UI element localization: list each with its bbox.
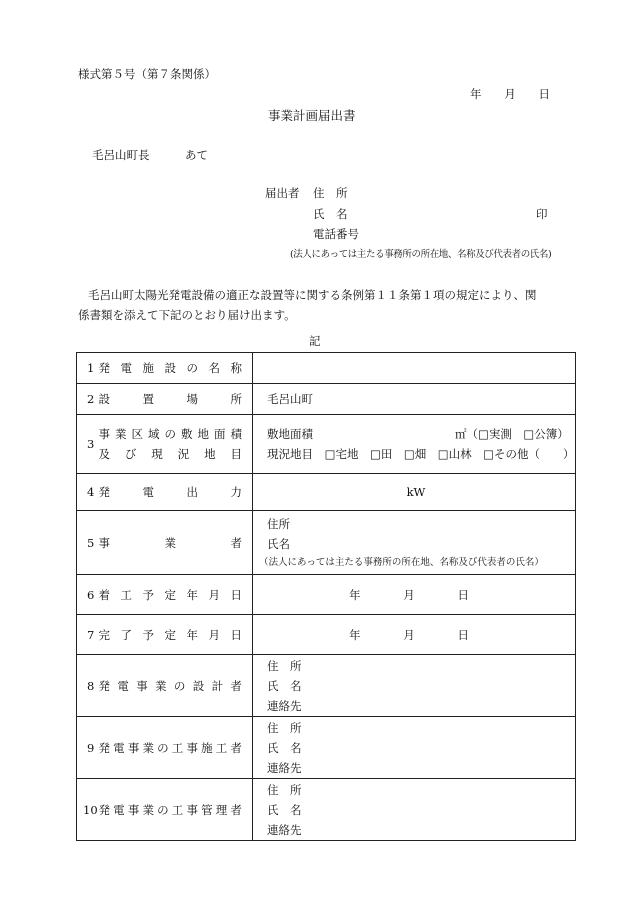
contractor-name-label: 氏 名 bbox=[267, 740, 302, 755]
row-facility-name bbox=[77, 353, 576, 384]
label-contractor: 発 電 事 業 の 工 事 施 工 者 bbox=[98, 740, 242, 755]
label-operator: 事 業 者 bbox=[98, 535, 242, 550]
area-label: 敷地面積 bbox=[267, 427, 313, 441]
date-day: 日 bbox=[538, 87, 550, 101]
designer-contact-label: 連絡先 bbox=[267, 698, 302, 713]
label-power-output: 発 電 出 力 bbox=[98, 485, 242, 499]
power-output-field[interactable] bbox=[253, 474, 576, 511]
row-label bbox=[99, 717, 253, 779]
row-designer bbox=[77, 655, 576, 717]
row-operator bbox=[77, 511, 576, 575]
start-month: 月 bbox=[403, 587, 415, 602]
row-number: 1 bbox=[77, 353, 99, 384]
operator-note: （法人にあっては主たる事務所の所在地、名称及び代表者の氏名） bbox=[259, 556, 544, 568]
form-number: 様式第５号（第７条関係） bbox=[78, 67, 216, 81]
applicant-address-label: 住 所 bbox=[313, 186, 348, 200]
installation-site-field[interactable]: 毛呂山町 bbox=[253, 384, 576, 415]
label-site-area-1: 事 業 区 域 の 敷 地 面 積 bbox=[98, 427, 242, 441]
intro-line-2: 係書類を添えて下記のとおり届け出ます。 bbox=[78, 308, 296, 322]
completion-day: 日 bbox=[457, 627, 469, 642]
row-label bbox=[99, 615, 253, 655]
completion-month: 月 bbox=[403, 627, 415, 642]
row-number: 8 bbox=[77, 655, 99, 717]
applicant-phone-label: 電話番号 bbox=[313, 227, 359, 241]
row-completion-date bbox=[77, 615, 576, 655]
designer-name-label: 氏 名 bbox=[267, 678, 302, 693]
row-number: 4 bbox=[77, 474, 99, 511]
form-table bbox=[76, 352, 576, 841]
label-site-area-2: 及 び 現 況 地 目 bbox=[98, 447, 242, 461]
area-unit-options[interactable]: ㎡（□実測 □公簿） bbox=[455, 427, 569, 441]
label-facility-name: 発 電 施 設 の 名 称 bbox=[98, 361, 242, 375]
completion-year: 年 bbox=[349, 627, 361, 642]
ki-heading: 記 bbox=[309, 334, 321, 348]
row-number: 3 bbox=[77, 415, 99, 474]
start-year: 年 bbox=[349, 587, 361, 602]
supervisor-name-label: 氏 名 bbox=[267, 802, 302, 817]
row-label bbox=[99, 575, 253, 615]
supervisor-address-label: 住 所 bbox=[267, 782, 302, 797]
row-power-output bbox=[77, 474, 576, 511]
addressee: 毛呂山町長 bbox=[92, 148, 150, 162]
document-title: 事業計画届出書 bbox=[268, 108, 356, 123]
land-category-options[interactable]: □宅地 □田 □畑 □山林 □その他（ ） bbox=[324, 447, 575, 461]
contractor-address-label: 住 所 bbox=[267, 720, 302, 735]
label-completion-date: 完 了 予 定 年 月 日 bbox=[98, 627, 242, 642]
start-date-field[interactable] bbox=[253, 575, 576, 615]
kw-unit: kW bbox=[406, 485, 426, 499]
row-number: 7 bbox=[77, 615, 99, 655]
operator-name-label: 氏名 bbox=[267, 536, 290, 551]
row-label bbox=[99, 353, 253, 384]
site-area-field[interactable] bbox=[253, 415, 576, 474]
applicant-note: (法人にあっては主たる事務所の所在地、名称及び代表者の氏名) bbox=[290, 249, 552, 260]
row-number: 10 bbox=[77, 779, 99, 841]
row-installation-site bbox=[77, 384, 576, 415]
label-start-date: 着 工 予 定 年 月 日 bbox=[98, 587, 242, 602]
row-supervisor bbox=[77, 779, 576, 841]
label-designer: 発 電 事 業 の 設 計 者 bbox=[98, 678, 242, 693]
intro-line-1: 毛呂山町太陽光発電設備の適正な設置等に関する条例第１１条第１項の規定により、関 bbox=[88, 288, 537, 302]
applicant-name-label: 氏 名 bbox=[313, 207, 348, 221]
date-month: 月 bbox=[504, 87, 516, 101]
start-day: 日 bbox=[457, 587, 469, 602]
completion-date-field[interactable] bbox=[253, 615, 576, 655]
facility-name-field[interactable] bbox=[253, 353, 576, 384]
row-number: 9 bbox=[77, 717, 99, 779]
operator-field[interactable] bbox=[253, 511, 576, 575]
operator-address-label: 住所 bbox=[267, 516, 290, 531]
supervisor-field[interactable] bbox=[253, 779, 576, 841]
contractor-field[interactable] bbox=[253, 717, 576, 779]
row-number: 6 bbox=[77, 575, 99, 615]
row-label bbox=[99, 779, 253, 841]
row-label bbox=[99, 474, 253, 511]
supervisor-contact-label: 連絡先 bbox=[267, 822, 302, 837]
seal-mark: 印 bbox=[536, 207, 548, 221]
land-category-label: 現況地目 bbox=[267, 447, 313, 461]
label-installation-site: 設 置 場 所 bbox=[98, 392, 242, 406]
designer-field[interactable] bbox=[253, 655, 576, 717]
row-site-area bbox=[77, 415, 576, 474]
label-supervisor: 発 電 事 業 の 工 事 管 理 者 bbox=[98, 802, 242, 817]
row-start-date bbox=[77, 575, 576, 615]
row-label bbox=[99, 384, 253, 415]
row-label bbox=[99, 511, 253, 575]
date-year: 年 bbox=[470, 87, 482, 101]
honorific: あて bbox=[185, 148, 208, 162]
row-label bbox=[99, 415, 253, 474]
row-number: 5 bbox=[77, 511, 99, 575]
contractor-contact-label: 連絡先 bbox=[267, 760, 302, 775]
row-label bbox=[99, 655, 253, 717]
applicant-label: 届出者 bbox=[265, 186, 300, 200]
row-contractor bbox=[77, 717, 576, 779]
submission-date bbox=[470, 86, 550, 102]
designer-address-label: 住 所 bbox=[267, 658, 302, 673]
row-number: 2 bbox=[77, 384, 99, 415]
